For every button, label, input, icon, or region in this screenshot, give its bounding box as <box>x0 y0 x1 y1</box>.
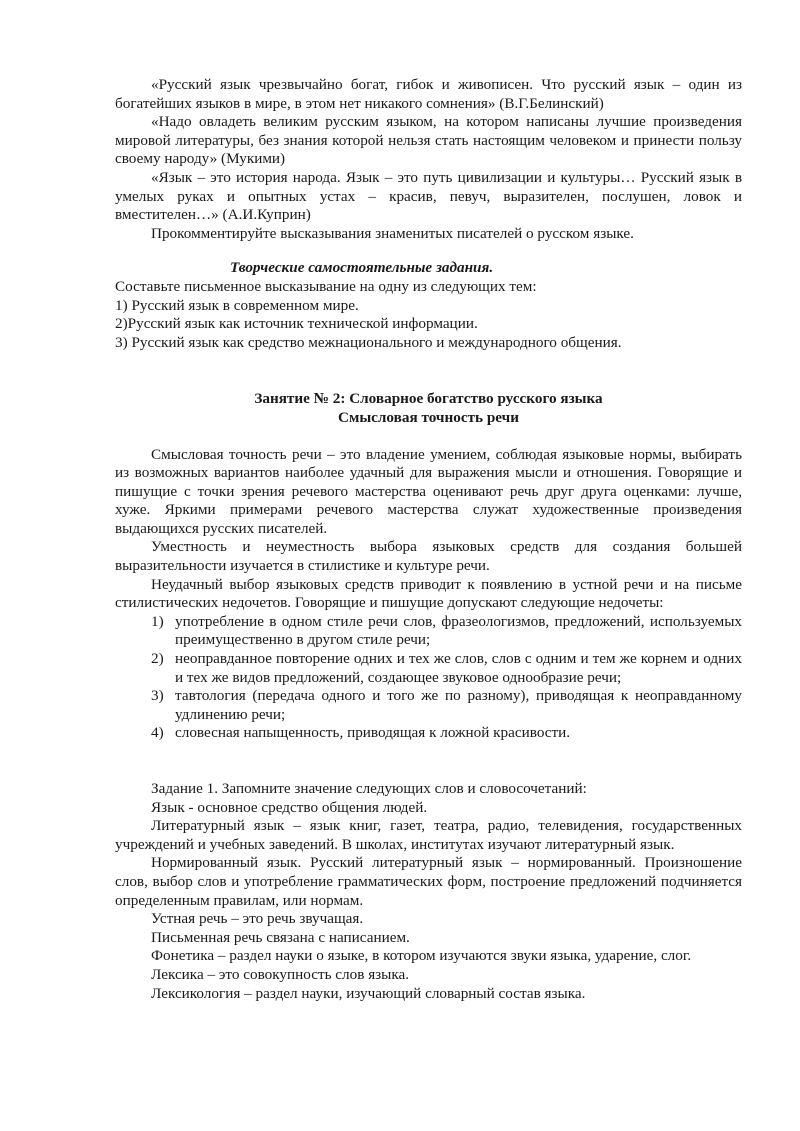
topic-item: 2)Русский язык как источник технической информации. <box>115 315 478 333</box>
quote-kuprin: «Язык – это история народа. Язык – это путь цивилизации и культуры… Русский язык в умелых руках и опытных устах – красив, певуч, выразителен, послушен, ловок и вместителен…» (А.И.Куприн) <box>115 168 742 224</box>
quotes-prompt: Прокомментируйте высказывания знаменитых писателей о русском языке. <box>151 224 634 242</box>
definition-item: Лексика – это совокупность слов языка. <box>151 965 410 983</box>
lesson-section <box>115 390 742 743</box>
body-paragraph: Неудачный выбор языковых средств приводит к появлению в устной речи и на письме стилистических недочетов. Говорящие и пишущие допускают следующие недочеты: <box>115 575 742 612</box>
list-item-text: употребление в одном стиле речи слов, фразеологизмов, предложений, используемых преимущественно в другом стиле речи; <box>175 612 742 649</box>
definition-item: Фонетика – раздел науки о языке, в котором изучаются звуки языка, ударение, слог. <box>151 947 692 965</box>
list-item <box>151 650 742 687</box>
body-paragraph: Уместность и неуместность выбора языковых средств для создания большей выразительности изучается в стилистике и культуре речи. <box>115 538 742 575</box>
definition-item: Устная речь – это речь звучащая. <box>151 910 364 928</box>
list-item-number: 2) <box>151 650 164 668</box>
quotes-section <box>115 76 742 243</box>
list-item-text: тавтология (передача одного и того же по разному), приводящая к неоправданному удлинению речи; <box>175 687 742 723</box>
lesson-subtitle: Смысловая точность речи <box>338 408 519 426</box>
topic-item: 1) Русский язык в современном мире. <box>115 296 359 314</box>
definition-item: Нормированный язык. Русский литературный язык – нормированный. Произношение слов, выбор слов и употребление грамматических форм, построение предложений подчиняется определенным правилам, или нормам. <box>115 854 742 909</box>
lesson-title: Занятие № 2: Словарное богатство русского языка <box>254 390 603 408</box>
quote-belinsky: «Русский язык чрезвычайно богат, гибок и живописен. Что русский язык – один из богатейших языков в мире, в этом нет никакого сомнения» (В.Г.Белинский) <box>115 76 742 112</box>
task1-section <box>115 780 742 1003</box>
list-item <box>151 724 742 743</box>
creative-tasks-title: Творческие самостоятельные задания. <box>230 259 494 277</box>
defects-list <box>115 613 742 743</box>
definition-item: Литературный язык – язык книг, газет, театра, радио, телевидения, государственных учреждений и учебных заведений. В школах, институтах изучают литературный язык. <box>115 817 742 853</box>
creative-tasks-section <box>115 259 742 352</box>
list-item <box>151 613 742 650</box>
list-item-text: словесная напыщенность, приводящая к ложной красивости. <box>175 724 571 742</box>
definition-item: Язык - основное средство общения людей. <box>151 798 428 816</box>
quote-mukimi: «Надо овладеть великим русским языком, на котором написаны лучшие произведения мировой литературы, без знания которой нельзя стать настоящим человеком и принести пользу своему народу» (Мукими) <box>115 113 742 168</box>
list-item-text: неоправданное повторение одних и тех же слов, слов с одним и тем же корнем и одних и тех же видов предложений, создающее звуковое однообразие речи; <box>175 650 742 686</box>
list-item <box>151 687 742 724</box>
list-item-number: 4) <box>151 724 164 742</box>
definition-item: Письменная речь связана с написанием. <box>151 928 410 946</box>
list-item-number: 1) <box>151 612 164 630</box>
definition-item: Лексикология – раздел науки, изучающий словарный состав языка. <box>151 984 586 1002</box>
body-paragraph: Смысловая точность речи – это владение умением, соблюдая языковые нормы, выбирать из возможных вариантов наиболее удачный для выражения мысли и отношения. Говорящие и пишущие с точки зрения речевого мастерства оценивают речь друг друга оценками: лучше, хуже. Яркими примерами речевого мастерства служат художественные произведения выдающихся русских писателей. <box>115 445 742 537</box>
list-item-number: 3) <box>151 687 164 705</box>
task1-heading: Задание 1. Запомните значение следующих слов и словосочетаний: <box>151 780 587 797</box>
topic-item: 3) Русский язык как средство межнационального и международного общения. <box>115 333 622 351</box>
creative-tasks-intro: Составьте письменное высказывание на одну из следующих тем: <box>115 277 537 295</box>
